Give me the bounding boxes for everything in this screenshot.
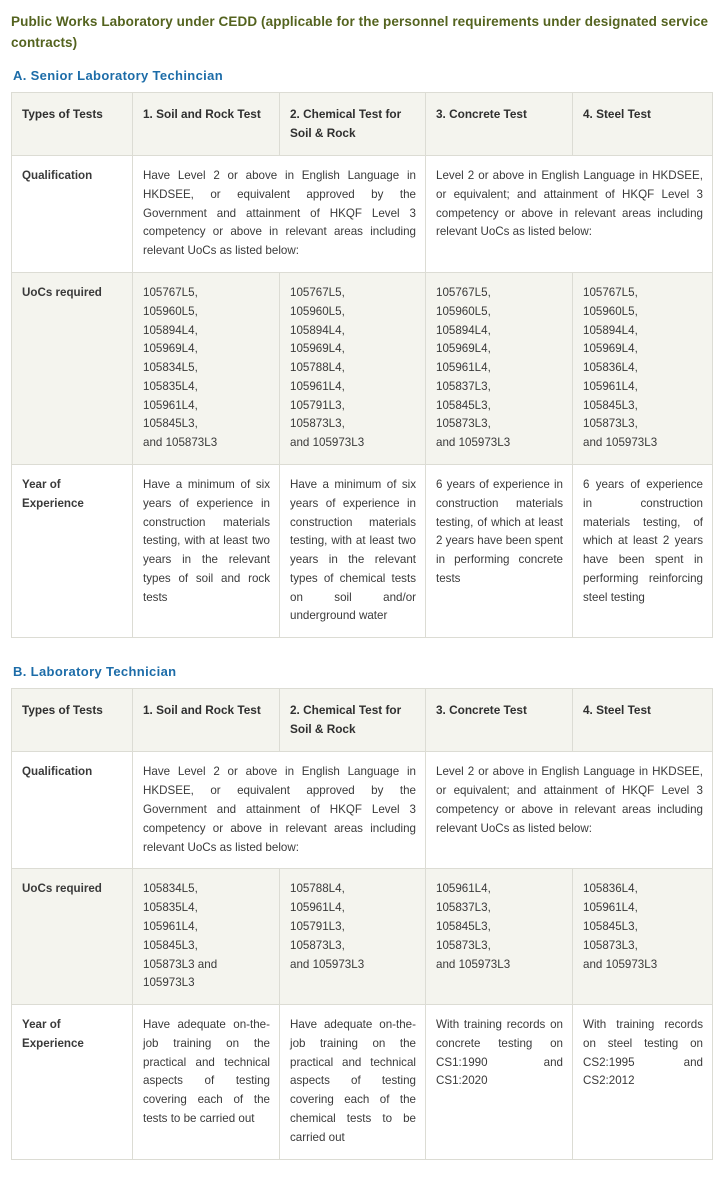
column-header-steel-test: 4. Steel Test <box>573 92 713 155</box>
table-row-qualification <box>12 752 713 869</box>
column-header-steel-test: 4. Steel Test <box>573 689 713 752</box>
cell-uocs-steel: 105836L4, 105961L4, 105845L3, 105873L3, and 105973L3 <box>573 869 713 1005</box>
cell-experience-chemical: Have a minimum of six years of experience in construction materials testing, with at least two years in the relevant types of chemical tests on soil and/or underground water <box>280 465 426 638</box>
cell-qualification-soil-chemical: Have Level 2 or above in English Language in HKDSEE, or equivalent approved by the Government and attainment of HKQF Level 3 competency or above in relevant areas including relevant UoCs as listed below: <box>133 156 426 273</box>
cell-uocs-soil-and-rock: 105767L5, 105960L5, 105894L4, 105969L4, 105834L5, 105835L4, 105961L4, 105845L3, and 105873L3 <box>133 272 280 464</box>
laboratory-technician-table <box>11 688 713 1159</box>
page-title: Public Works Laboratory under CEDD (applicable for the personnel requirements under designated service contracts) <box>11 14 709 50</box>
column-header-chemical-test: 2. Chemical Test for Soil & Rock <box>280 92 426 155</box>
column-header-types-of-tests: Types of Tests <box>12 92 133 155</box>
row-label-qualification: Qualification <box>12 156 133 273</box>
cell-qualification-concrete-steel: Level 2 or above in English Language in HKDSEE, or equivalent; and attainment of HKQF Level 3 competency or above in relevant areas including relevant UoCs as listed below: <box>426 752 713 869</box>
column-header-soil-and-rock-test: 1. Soil and Rock Test <box>133 92 280 155</box>
column-header-types-of-tests: Types of Tests <box>12 689 133 752</box>
column-header-concrete-test: 3. Concrete Test <box>426 92 573 155</box>
table-a-wrapper <box>11 92 712 638</box>
cell-uocs-concrete: 105767L5, 105960L5, 105894L4, 105969L4, 105961L4, 105837L3, 105845L3, 105873L3, and 105973L3 <box>426 272 573 464</box>
table-row-year-of-experience <box>12 465 713 638</box>
row-label-uocs-required: UoCs required <box>12 869 133 1005</box>
section-heading-a: A. Senior Laboratory Techincian <box>13 67 223 83</box>
row-label-year-of-experience: Year of Experience <box>12 1005 133 1159</box>
cell-uocs-steel: 105767L5, 105960L5, 105894L4, 105969L4, 105836L4, 105961L4, 105845L3, 105873L3, and 105973L3 <box>573 272 713 464</box>
cell-uocs-chemical: 105788L4, 105961L4, 105791L3, 105873L3, and 105973L3 <box>280 869 426 1005</box>
table-row-year-of-experience <box>12 1005 713 1159</box>
cell-uocs-concrete: 105961L4, 105837L3, 105845L3, 105873L3, and 105973L3 <box>426 869 573 1005</box>
cell-experience-soil-and-rock: Have adequate on-the-job training on the practical and technical aspects of testing covering each of the tests to be carried out <box>133 1005 280 1159</box>
table-row-qualification <box>12 156 713 273</box>
cell-experience-concrete: With training records on concrete testing on CS1:1990 and CS1:2020 <box>426 1005 573 1159</box>
section-heading-b: B. Laboratory Technician <box>13 664 177 680</box>
table-header-row <box>12 92 713 155</box>
cell-experience-chemical: Have adequate on-the-job training on the practical and technical aspects of testing covering each of the chemical tests to be carried out <box>280 1005 426 1159</box>
column-header-chemical-test: 2. Chemical Test for Soil & Rock <box>280 689 426 752</box>
table-b-wrapper <box>11 688 712 1159</box>
row-label-year-of-experience: Year of Experience <box>12 465 133 638</box>
table-header-row <box>12 689 713 752</box>
column-header-soil-and-rock-test: 1. Soil and Rock Test <box>133 689 280 752</box>
senior-laboratory-technician-table <box>11 92 713 638</box>
cell-experience-soil-and-rock: Have a minimum of six years of experience in construction materials testing, with at least two years in the relevant types of soil and rock tests <box>133 465 280 638</box>
table-row-uocs-required <box>12 869 713 1005</box>
cell-qualification-soil-chemical: Have Level 2 or above in English Language in HKDSEE, or equivalent approved by the Government and attainment of HKQF Level 3 competency or above in relevant areas including relevant UoCs as listed below: <box>133 752 426 869</box>
cell-experience-steel: With training records on steel testing on CS2:1995 and CS2:2012 <box>573 1005 713 1159</box>
cell-experience-steel: 6 years of experience in construction materials testing, of which at least 2 years have been spent in performing reinforcing steel testing <box>573 465 713 638</box>
column-header-concrete-test: 3. Concrete Test <box>426 689 573 752</box>
cell-uocs-chemical: 105767L5, 105960L5, 105894L4, 105969L4, 105788L4, 105961L4, 105791L3, 105873L3, and 105973L3 <box>280 272 426 464</box>
cell-qualification-concrete-steel: Level 2 or above in English Language in HKDSEE, or equivalent; and attainment of HKQF Level 3 competency or above in relevant areas including relevant UoCs as listed below: <box>426 156 713 273</box>
cell-experience-concrete: 6 years of experience in construction materials testing, of which at least 2 years have been spent in performing concrete tests <box>426 465 573 638</box>
table-row-uocs-required <box>12 272 713 464</box>
row-label-uocs-required: UoCs required <box>12 272 133 464</box>
row-label-qualification: Qualification <box>12 752 133 869</box>
cell-uocs-soil-and-rock: 105834L5, 105835L4, 105961L4, 105845L3, 105873L3 and 105973L3 <box>133 869 280 1005</box>
